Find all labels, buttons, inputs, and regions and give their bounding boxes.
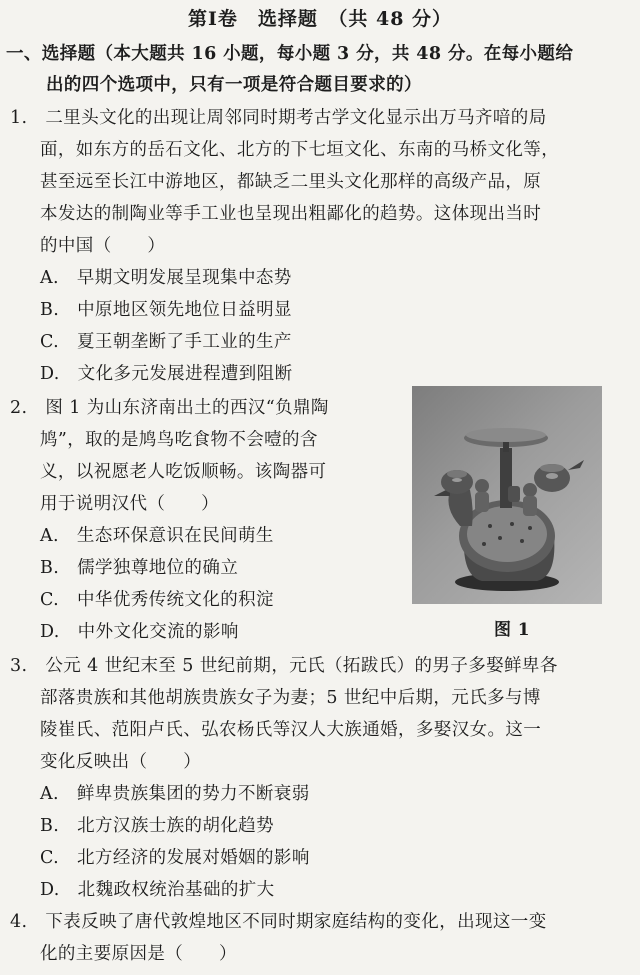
question-stem-line: 的中国（ ） <box>40 236 166 256</box>
question-stem-line: 化的主要原因是（ ） <box>40 944 237 964</box>
pottery-illustration <box>412 386 602 604</box>
question-stem-line: 变化反映出（ ） <box>40 752 202 772</box>
option-a: A. 生态环保意识在民间萌生 <box>40 526 274 546</box>
instructions-line: 一、选择题（本大题共 16 小题，每小题 3 分，共 48 分。在每小题给 <box>6 44 574 64</box>
question-stem-line: 陵崔氏、范阳卢氏、弘农杨氏等汉人大族通婚，多娶汉女。这一 <box>40 720 542 740</box>
option-d: D. 文化多元发展进程遭到阻断 <box>40 364 293 384</box>
section-title: 第Ⅰ卷 选择题 （共 48 分） <box>187 8 453 30</box>
option-d: D. 北魏政权统治基础的扩大 <box>40 880 275 900</box>
question-stem-line: 本发达的制陶业等手工业也呈现出粗鄙化的趋势。这体现出当时 <box>40 204 542 224</box>
question-stem-line: 甚至远至长江中游地区，都缺乏二里头文化那样的高级产品，原 <box>40 172 542 192</box>
question-stem-line: 用于说明汉代（ ） <box>40 494 219 514</box>
option-b: B. 北方汉族士族的胡化趋势 <box>40 816 275 836</box>
option-b: B. 中原地区领先地位日益明显 <box>40 300 292 320</box>
question-stem-line: 4. 下表反映了唐代敦煌地区不同时期家庭结构的变化，出现这一变 <box>10 912 547 932</box>
option-a: A. 早期文明发展呈现集中态势 <box>40 268 292 288</box>
option-c: C. 中华优秀传统文化的积淀 <box>40 590 274 610</box>
pottery-figure-image <box>412 386 602 604</box>
question-stem-line: 3. 公元 4 世纪末至 5 世纪前期，元氏（拓跋氏）的男子多娶鲜卑各 <box>10 656 558 676</box>
question-stem-line: 面，如东方的岳石文化、北方的下七垣文化、东南的马桥文化等， <box>40 140 560 160</box>
question-stem-line: 部落贵族和其他胡族贵族女子为妻；5 世纪中后期，元氏多与博 <box>40 688 541 708</box>
option-d: D. 中外文化交流的影响 <box>40 622 239 642</box>
question-stem-line: 2. 图 1 为山东济南出土的西汉“负鼎陶 <box>10 398 329 418</box>
instructions-line: 出的四个选项中，只有一项是符合题目要求的） <box>46 75 422 95</box>
option-c: C. 夏王朝垄断了手工业的生产 <box>40 332 292 352</box>
option-a: A. 鲜卑贵族集团的势力不断衰弱 <box>40 784 310 804</box>
question-stem-line: 义，以祝愿老人吃饭顺畅。该陶器可 <box>40 462 327 482</box>
option-c: C. 北方经济的发展对婚姻的影响 <box>40 848 310 868</box>
question-stem-line: 鸠”，取的是鸠鸟吃食物不会噎的含 <box>40 430 318 450</box>
option-b: B. 儒学独尊地位的确立 <box>40 558 239 578</box>
question-stem-line: 1. 二里头文化的出现让周邻同时期考古学文化显示出万马齐喑的局 <box>10 108 547 128</box>
figure-caption: 图 1 <box>494 620 530 640</box>
